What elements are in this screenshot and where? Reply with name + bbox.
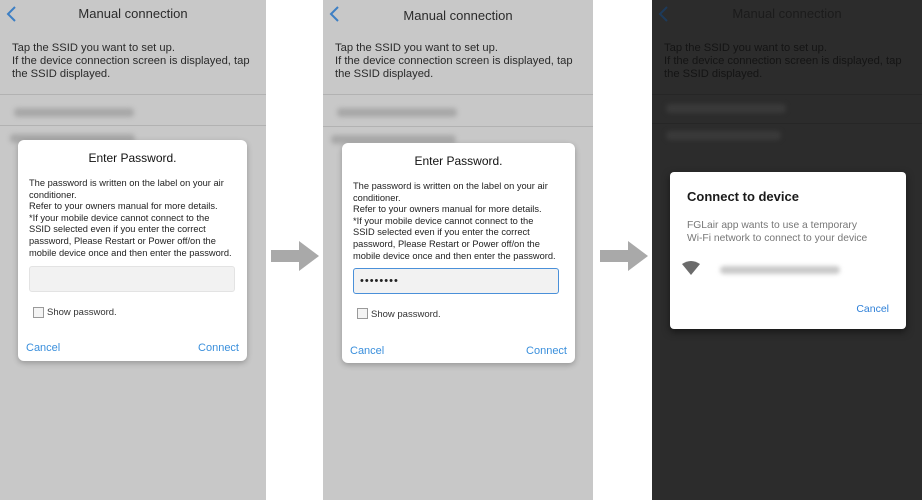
divider [652,123,922,124]
instruction-text: Tap the SSID you want to set up. If the device connection screen is displayed, tap the SSID displayed. [664,42,902,80]
wifi-icon [682,261,700,275]
password-input[interactable] [29,266,235,292]
cancel-button[interactable]: Cancel [856,303,889,315]
show-password-label[interactable]: Show password. [47,307,117,318]
dialog-title: Enter Password. [414,154,503,168]
show-password-label[interactable]: Show password. [371,309,441,320]
screen-connect-to-device [652,0,922,500]
network-name-blurred[interactable] [720,266,840,274]
instruction-text: Tap the SSID you want to set up. If the device connection screen is displayed, tap the SSID displayed. [335,42,573,80]
enter-password-dialog [342,143,575,363]
instruction-text: Tap the SSID you want to set up. If the device connection screen is displayed, tap the SSID displayed. [12,42,250,80]
divider [323,126,593,127]
show-password-checkbox[interactable] [357,308,368,319]
header [0,0,266,30]
arrow-right-icon [271,241,319,271]
arrow-right-icon [600,241,648,271]
dialog-title: Enter Password. [88,151,177,165]
page-title: Manual connection [403,8,513,23]
page-title: Manual connection [78,6,188,21]
page-title: Manual connection [732,6,842,21]
ssid-item-blurred[interactable] [666,104,786,113]
connect-to-device-dialog [670,172,906,329]
header [652,0,922,30]
divider [652,94,922,95]
divider [0,125,266,126]
dialog-message: FGLair app wants to use a temporary Wi-Fi network to connect to your device [687,220,868,244]
connect-button[interactable]: Connect [198,342,239,354]
dialog-message: The password is written on the label on your air conditioner. Refer to your owners manual for more details. *If your mobile device cannot connect to the SSID selected even if you enter the correct password, Please Restart or Power off/on the mobile device once and then enter the password. [29,178,232,258]
dialog-title: Connect to device [687,189,799,204]
cancel-button[interactable]: Cancel [26,342,61,354]
screen-enter-password-filled [323,0,593,500]
dialog-message: The password is written on the label on your air conditioner. Refer to your owners manual for more details. *If your mobile device cannot connect to the SSID selected even if you enter the correct password, Please Restart or Power off/on the mobile device once and then enter the password. [353,181,556,261]
screen-enter-password-empty [0,0,266,500]
show-password-checkbox[interactable] [33,307,44,318]
ssid-item-blurred[interactable] [337,108,457,117]
ssid-item-blurred[interactable] [666,131,781,140]
divider [323,94,593,95]
connect-button[interactable]: Connect [526,345,567,357]
password-input[interactable]: •••••••• [353,268,559,294]
divider [0,94,266,95]
cancel-button[interactable]: Cancel [350,345,385,357]
ssid-item-blurred[interactable] [14,108,134,117]
header [323,0,593,30]
enter-password-dialog [18,140,247,361]
